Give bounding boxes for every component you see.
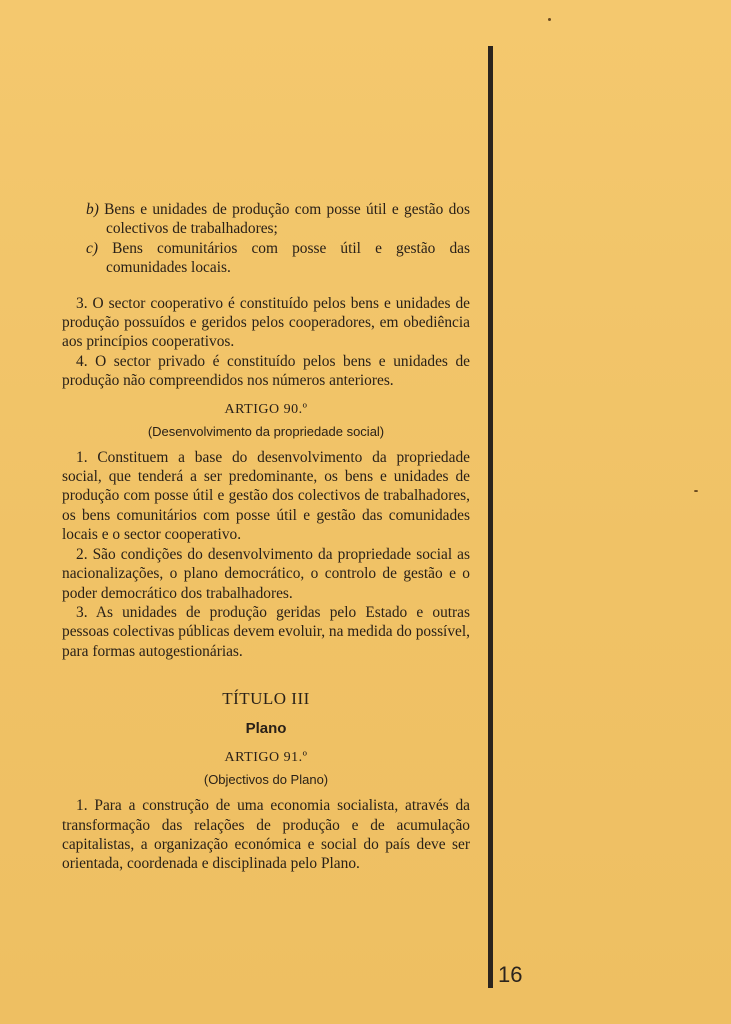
article-title: ARTIGO 90.º xyxy=(224,401,308,417)
paragraph: 3. O sector cooperativo é constituído pelos bens e unidades de produção possuídos e geridos pelos cooperadores, em obediência aos princípios cooperativos. xyxy=(62,294,470,351)
list-text: Bens e unidades de produção com posse útil e gestão dos colectivos de trabalhadores; xyxy=(104,201,470,238)
list-letter: c) xyxy=(86,239,98,257)
text-column xyxy=(62,200,470,874)
paper-speck xyxy=(548,18,551,21)
page-number: 16 xyxy=(498,962,523,987)
article-subtitle: (Desenvolvimento da propriedade social) xyxy=(147,423,385,439)
paper-speck xyxy=(694,490,698,492)
list-letter: b) xyxy=(86,201,99,218)
paragraph: 1. Constituem a base do desenvolvimento da propriedade social, que tenderá a ser predominante, os bens e unidades de produção com posse útil e gestão dos colectivos de trabalhadores, os bens comunitários com posse útil e gestão das comunidades locais e o sector cooperativo. xyxy=(62,448,470,544)
article-title: ARTIGO 91.º xyxy=(224,750,308,766)
article-subtitle: (Objectivos do Plano) xyxy=(203,772,329,788)
list-item-b xyxy=(62,200,470,239)
paragraph: 2. São condições do desenvolvimento da propriedade social as nacionalizações, o plano democrático, o controlo de gestão e o poder democrático dos trabalhadores. xyxy=(62,545,470,602)
list-item-c xyxy=(62,239,470,278)
paragraph: 3. As unidades de produção geridas pelo Estado e outras pessoas colectivas públicas devem evoluir, na medida do possível, para formas autogestionárias. xyxy=(62,603,470,660)
paragraph: 1. Para a construção de uma economia socialista, através da transformação das relações de produção e de acumulação capitalistas, a organização económica e social do país deve ser orientada, coordenada e disciplinada pelo Plano. xyxy=(62,797,470,873)
paragraph: 4. O sector privado é constituído pelos bens e unidades de produção não compreendidos nos números anteriores. xyxy=(62,352,470,390)
section-title: TÍTULO III xyxy=(222,689,310,709)
section-subtitle: Plano xyxy=(245,720,287,738)
vertical-rule xyxy=(488,46,493,988)
list-text: Bens comunitários com posse útil e gestão das comunidades locais. xyxy=(106,239,470,277)
